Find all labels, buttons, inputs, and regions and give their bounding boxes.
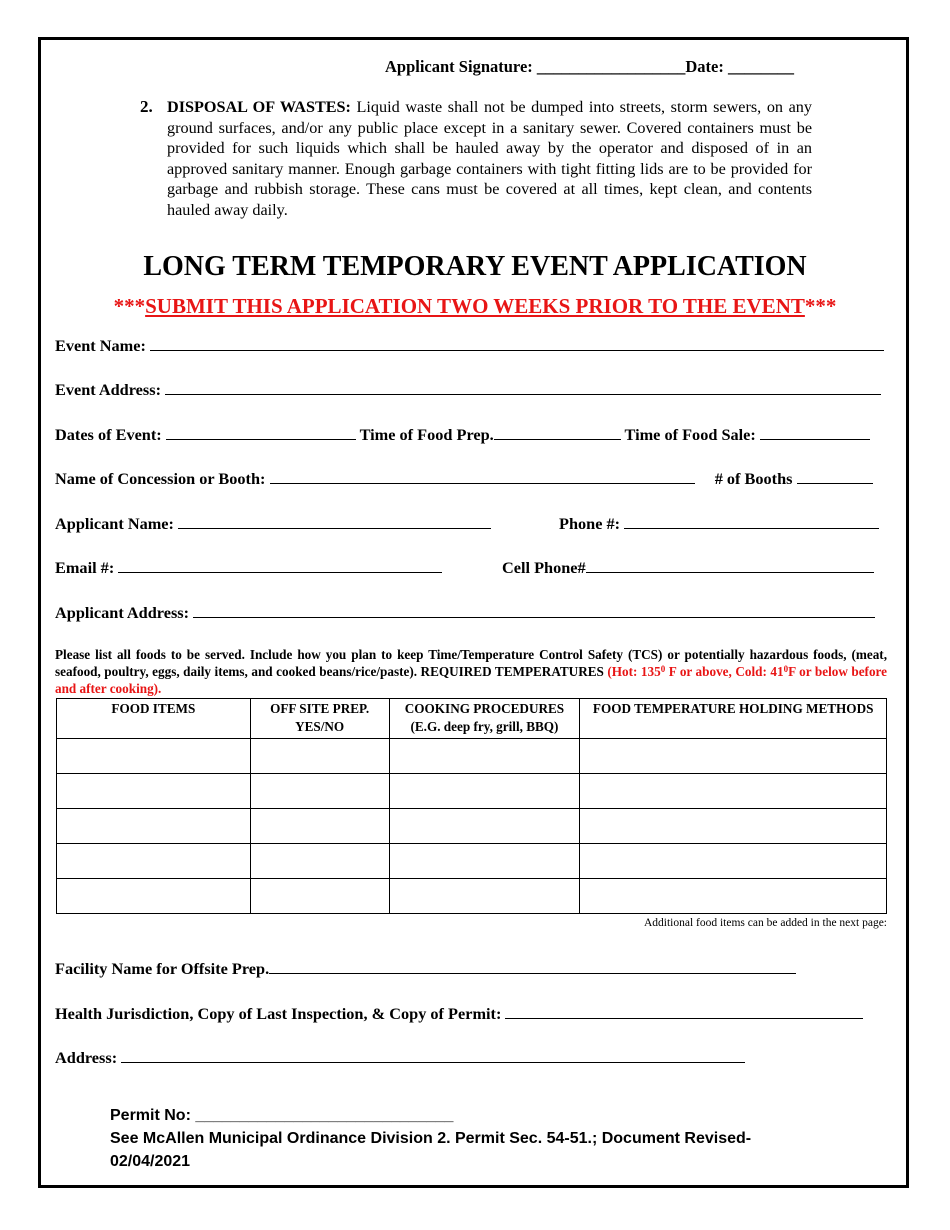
table-row xyxy=(57,739,887,774)
table-header-row xyxy=(57,699,887,739)
time-food-sale-label: Time of Food Sale: xyxy=(624,425,756,444)
header-cooking-procedures: COOKING PROCEDURES (E.G. deep fry, grill, BBQ) xyxy=(389,699,580,739)
phone-field[interactable] xyxy=(624,514,879,529)
table-row xyxy=(57,879,887,914)
revised-date: 02/04/2021 xyxy=(110,1153,191,1170)
degree-sup-cold: 0 xyxy=(783,663,789,674)
header-offsite-prep: OFF SITE PREP. YES/NO xyxy=(250,699,389,739)
cold-temp-text: F or above, Cold: 41 xyxy=(665,663,784,679)
holding-method-cell[interactable] xyxy=(580,739,887,774)
concession-name-field[interactable] xyxy=(270,469,695,484)
event-times-row xyxy=(55,425,870,445)
disposal-of-wastes-paragraph xyxy=(167,97,812,220)
instructions-text: Please list all foods to be served. Include how you plan to keep Time/Temperature Control Safety (TCS) or potentially hazardous foods, (meat, seafood, poultry, eggs, daily items, and cooked beans/rice/paste). REQUIRED TEMPERATURES xyxy=(55,647,887,679)
cooking-procedure-cell[interactable] xyxy=(389,774,580,809)
permit-field[interactable]: _____________________________ xyxy=(195,1107,454,1124)
date-label: Date: xyxy=(685,57,724,76)
event-name-field[interactable] xyxy=(150,336,884,351)
additional-items-note: Additional food items can be added in the next page: xyxy=(643,917,887,929)
email-field[interactable] xyxy=(118,558,442,573)
signature-label: Applicant Signature: xyxy=(385,57,533,76)
cooking-procedure-cell[interactable] xyxy=(389,844,580,879)
offsite-prep-cell[interactable] xyxy=(250,809,389,844)
offsite-address-field[interactable] xyxy=(121,1048,745,1063)
holding-method-cell[interactable] xyxy=(580,774,887,809)
holding-method-cell[interactable] xyxy=(580,844,887,879)
health-jurisdiction-field[interactable] xyxy=(505,1004,863,1019)
header-food-items: FOOD ITEMS xyxy=(57,699,251,739)
header-holding-methods: FOOD TEMPERATURE HOLDING METHODS xyxy=(580,699,887,739)
cooking-procedure-cell[interactable] xyxy=(389,739,580,774)
food-item-cell[interactable] xyxy=(57,809,251,844)
submit-prefix: *** xyxy=(113,294,146,318)
facility-name-field[interactable] xyxy=(269,959,796,974)
health-jurisdiction-row xyxy=(55,1004,863,1024)
event-name-label: Event Name: xyxy=(55,336,146,355)
date-field[interactable]: ________ xyxy=(728,57,794,76)
offsite-prep-cell[interactable] xyxy=(250,774,389,809)
phone-row xyxy=(559,514,879,534)
applicant-name-row xyxy=(55,514,491,534)
permit-number-row xyxy=(110,1107,453,1125)
event-address-field[interactable] xyxy=(165,380,881,395)
ordinance-text: See McAllen Municipal Ordinance Division 2. Permit Sec. 54-51.; Document Revised- xyxy=(110,1130,752,1147)
submit-notice xyxy=(0,294,950,319)
applicant-address-field[interactable] xyxy=(193,603,875,618)
health-jurisdiction-label: Health Jurisdiction, Copy of Last Inspection, & Copy of Permit: xyxy=(55,1004,502,1023)
applicant-address-label: Applicant Address: xyxy=(55,603,190,622)
food-items-table xyxy=(56,698,887,914)
food-instructions xyxy=(55,647,887,697)
offsite-prep-cell[interactable] xyxy=(250,844,389,879)
temp-tail-text: F or below before and after cooking). xyxy=(55,663,888,696)
email-label: Email #: xyxy=(55,558,115,577)
applicant-name-label: Applicant Name: xyxy=(55,514,174,533)
food-item-cell[interactable] xyxy=(57,879,251,914)
disposal-text: Liquid waste shall not be dumped into streets, storm sewers, on any ground surfaces, and/or any public place except in a sanitary sewer. Covered containers must be provided for such liquids which shall be hauled away by the operator and disposed of in an approved sanitary manner. Enough garbage containers with tight fitting lids are to be provided for garbage and rubbish storage. These cans must be covered at all times, kept clean, and contents hauled away daily. xyxy=(167,98,812,219)
facility-name-row xyxy=(55,959,796,979)
permit-label: Permit No: xyxy=(110,1107,191,1124)
submit-suffix: *** xyxy=(804,294,837,318)
time-food-sale-field[interactable] xyxy=(760,425,870,440)
email-row xyxy=(55,558,442,578)
facility-name-label: Facility Name for Offsite Prep. xyxy=(55,959,270,978)
holding-method-cell[interactable] xyxy=(580,879,887,914)
num-booths-field[interactable] xyxy=(797,469,873,484)
concession-row xyxy=(55,469,873,489)
holding-method-cell[interactable] xyxy=(580,809,887,844)
offsite-address-label: Address: xyxy=(55,1048,118,1067)
offsite-prep-cell[interactable] xyxy=(250,739,389,774)
applicant-address-row xyxy=(55,603,875,623)
cooking-procedure-cell[interactable] xyxy=(389,879,580,914)
food-item-cell[interactable] xyxy=(57,739,251,774)
page-title: LONG TERM TEMPORARY EVENT APPLICATION xyxy=(143,251,807,282)
cooking-procedure-cell[interactable] xyxy=(389,809,580,844)
concession-name-label: Name of Concession or Booth: xyxy=(55,469,266,488)
num-booths-label: # of Booths xyxy=(714,469,793,488)
table-row xyxy=(57,809,887,844)
table-row xyxy=(57,774,887,809)
food-item-cell[interactable] xyxy=(57,774,251,809)
hot-temp-text: (Hot: 135 xyxy=(607,663,661,679)
degree-sup-hot: 0 xyxy=(660,663,666,674)
event-name-row xyxy=(55,336,884,356)
section-number: 2. xyxy=(140,97,153,116)
dates-of-event-field[interactable] xyxy=(166,425,356,440)
cell-phone-label: Cell Phone# xyxy=(502,558,586,577)
time-food-prep-label: Time of Food Prep. xyxy=(359,425,494,444)
cell-phone-field[interactable] xyxy=(586,558,874,573)
applicant-name-field[interactable] xyxy=(178,514,491,529)
event-address-label: Event Address: xyxy=(55,380,161,399)
offsite-address-row xyxy=(55,1048,745,1068)
disposal-heading: DISPOSAL OF WASTES: xyxy=(167,98,351,116)
dates-of-event-label: Dates of Event: xyxy=(55,425,162,444)
applicant-signature-line xyxy=(385,57,794,77)
submit-text: SUBMIT THIS APPLICATION TWO WEEKS PRIOR TO THE EVENT xyxy=(145,294,805,318)
time-food-prep-field[interactable] xyxy=(494,425,621,440)
event-address-row xyxy=(55,380,881,400)
offsite-prep-cell[interactable] xyxy=(250,879,389,914)
food-table-body xyxy=(57,739,887,914)
food-item-cell[interactable] xyxy=(57,844,251,879)
signature-field[interactable]: __________________ xyxy=(536,57,686,76)
phone-label: Phone #: xyxy=(559,514,621,533)
cell-phone-row xyxy=(502,558,874,578)
table-row xyxy=(57,844,887,879)
